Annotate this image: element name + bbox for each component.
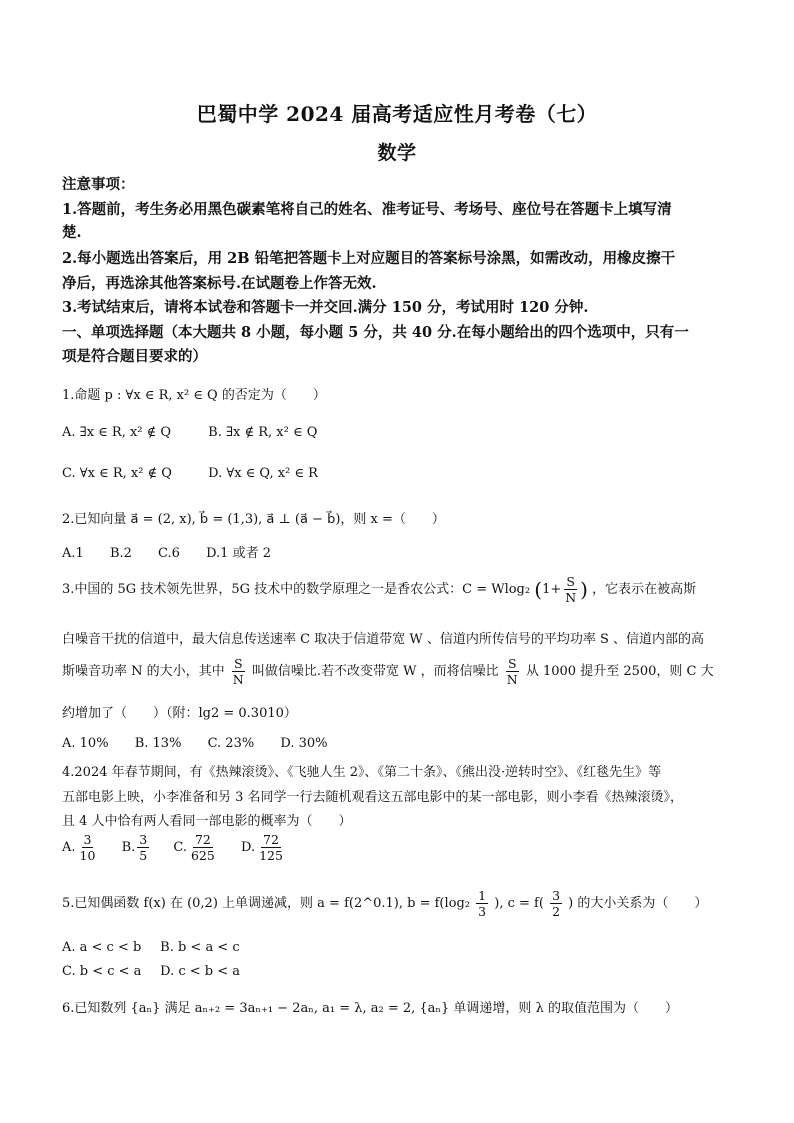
q1-stem: 1.命题 p : ∀x ∈ R, x² ∈ Q 的否定为（ ） (62, 388, 326, 403)
q1-options-row-2 (62, 466, 340, 481)
q5-fraction-2 (550, 888, 562, 919)
notes-heading: 注意事项： (62, 176, 135, 193)
q5-option-c: C. b < c < a (62, 964, 142, 979)
note-3: 3.考试结束后，请将本试卷和答题卡一并交回.满分 150 分，考试用时 120 分钟. (62, 299, 589, 316)
q5-fraction-2-num: 3 (552, 888, 561, 903)
q4-option-a-den: 10 (79, 848, 96, 863)
note-1-line-2: 楚. (62, 224, 82, 241)
q5-options-row-2 (62, 964, 262, 979)
q2-option-c: C.6 (158, 546, 180, 561)
q2-stem: 2.已知向量 a⃗ = (2, x), b⃗ = (1,3), a⃗ ⊥ (a⃗ − b⃗)，则 x =（ ） (62, 512, 445, 527)
q5-option-d: D. c < b < a (160, 964, 241, 979)
q4-line-1: 4.2024 年春节期间，有《热辣滚烫》、《飞驰人生 2》、《第二十条》、《熊出没·逆转时空》、《红毯先生》等 (62, 765, 662, 780)
q5-option-a: A. a < c < b (62, 940, 142, 955)
q4-option-b-label: B. (121, 840, 136, 855)
q3-fraction-denominator: N (565, 590, 577, 605)
q4-options (62, 832, 287, 863)
q3-line-2: 白噪音干扰的信道中，最大信息传送速率 C 取决于信道带宽 W 、信道内所传信号的平均功率 S 、信道内部的高 (62, 632, 705, 647)
q3-fraction-numerator: S (566, 574, 575, 589)
q5-fraction-1-den: 3 (478, 904, 487, 919)
q3-option-c: C. 23% (207, 736, 255, 751)
q3-snr-fraction-2 (505, 656, 520, 687)
q5-options-row-1 (62, 940, 262, 955)
q4-option-d-label: D. (240, 840, 256, 855)
q1-option-d: D. ∀x ∈ Q, x² ∈ R (208, 466, 318, 481)
q3-line-3-text-c: 从 1000 提升至 2500，则 C 大 (525, 664, 714, 679)
q4-option-b-den: 5 (139, 848, 148, 863)
q4-option-a (62, 832, 99, 863)
q3-line-4: 约增加了（ ）（附：lg2 = 0.3010） (62, 706, 297, 721)
q1-option-a: A. ∃x ∈ R, x² ∉ Q (62, 425, 172, 440)
q5-stem-text-b: ), c = f( (494, 896, 544, 911)
q1-option-c: C. ∀x ∈ R, x² ∉ Q (62, 466, 172, 481)
q3-line-3 (62, 656, 714, 687)
q5-fraction-2-den: 2 (552, 904, 561, 919)
q4-line-2: 五部电影上映，小李准备和另 3 名同学一行去随机观看这五部电影中的某一部电影，则小李看《热辣滚烫》， (62, 790, 684, 805)
section-1-heading-line-1: 一、单项选择题（本大题共 8 小题，每小题 5 分，共 40 分.在每小题给出的四个选项中，只有一 (62, 324, 689, 341)
q2-options (62, 542, 293, 561)
q4-option-c-label: C. (173, 840, 187, 855)
q3-snr-2-den: N (506, 672, 518, 687)
q5-stem (62, 888, 707, 919)
q1-options-row-1 (62, 425, 339, 440)
q3-option-a: A. 10% (62, 736, 109, 751)
subject-title: 数学 (377, 142, 417, 164)
q5-fraction-1-num: 1 (478, 888, 487, 903)
q2-option-d: D.1 或者 2 (206, 546, 271, 561)
q4-option-b (121, 832, 152, 863)
q3-line-1-text-a: 3.中国的 5G 技术领先世界，5G 技术中的数学原理之一是香农公式：C = Wlog₂ (62, 582, 531, 597)
q3-options (62, 736, 349, 751)
q3-snr-2-num: S (507, 656, 517, 671)
q3-option-b: B. 13% (134, 736, 182, 751)
q4-option-a-num: 3 (83, 832, 92, 847)
q4-option-d (240, 832, 287, 863)
q6-stem: 6.已知数列 {aₙ} 满足 aₙ₊₂ = 3aₙ₊₁ − 2aₙ, a₁ = λ, a₂ = 2, {aₙ} 单调递增，则 λ 的取值范围为（ ） (62, 1001, 678, 1016)
q3-snr-fraction-1 (231, 656, 246, 687)
q3-snr-1-den: N (232, 672, 244, 687)
q2-option-b: B.2 (109, 546, 132, 561)
q3-snr-1-num: S (233, 656, 243, 671)
q3-line-1: 3.中国的 5G 技术领先世界，5G 技术中的数学原理之一是香农公式：C = Wlog₂ (1+ $\frac{S}{N}$ ) ，它表示在被高斯 (62, 574, 697, 605)
q3-line-1-text-b: ，它表示在被高斯 (592, 582, 697, 597)
q4-option-c-num: 72 (194, 832, 211, 847)
q5-fraction-1 (476, 888, 488, 919)
note-2-line-2: 净后，再选涂其他答案标号.在试题卷上作答无效. (62, 275, 377, 292)
q5-option-b: B. b < a < c (160, 940, 240, 955)
q3-line-3-text-a: 斯噪音功率 N 的大小，其中 (62, 664, 225, 679)
note-2-line-1: 2.每小题选出答案后，用 2B 铅笔把答题卡上对应题目的答案标号涂黑，如需改动，用橡皮擦干 (62, 250, 676, 267)
note-1-line-1: 1.答题前，考生务必用黑色碳素笔将自己的姓名、准考证号、考场号、座位号在答题卡上填写清 (62, 201, 672, 218)
q4-option-c-den: 625 (190, 848, 215, 863)
q4-option-c (173, 832, 218, 863)
q4-option-d-den: 125 (259, 848, 283, 863)
q5-stem-text-c: ) 的大小关系为（ ） (568, 896, 708, 911)
q3-formula-fraction (563, 574, 578, 605)
q4-line-3: 且 4 人中恰有两人看同一部电影的概率为（ ） (62, 814, 352, 829)
q1-option-b: B. ∃x ∉ R, x² ∈ Q (208, 425, 318, 440)
exam-title: 巴蜀中学 2024 届高考适应性月考卷（七） (196, 102, 598, 126)
q3-line-3-text-b: 叫做信噪比.若不改变带宽 W ，而将信噪比 (251, 664, 499, 679)
q5-stem-text-a: 5.已知偶函数 f(x) 在 (0,2) 上单调递减，则 a = f(2^0.1), b = f(log₂ (62, 896, 471, 911)
q4-option-d-num: 72 (263, 832, 279, 847)
section-1-heading-line-2: 项是符合题目要求的） (62, 348, 207, 365)
q3-option-d: D. 30% (280, 736, 328, 751)
q2-option-a: A.1 (62, 546, 84, 561)
q4-option-b-num: 3 (139, 832, 148, 847)
q4-option-a-label: A. (62, 840, 76, 855)
